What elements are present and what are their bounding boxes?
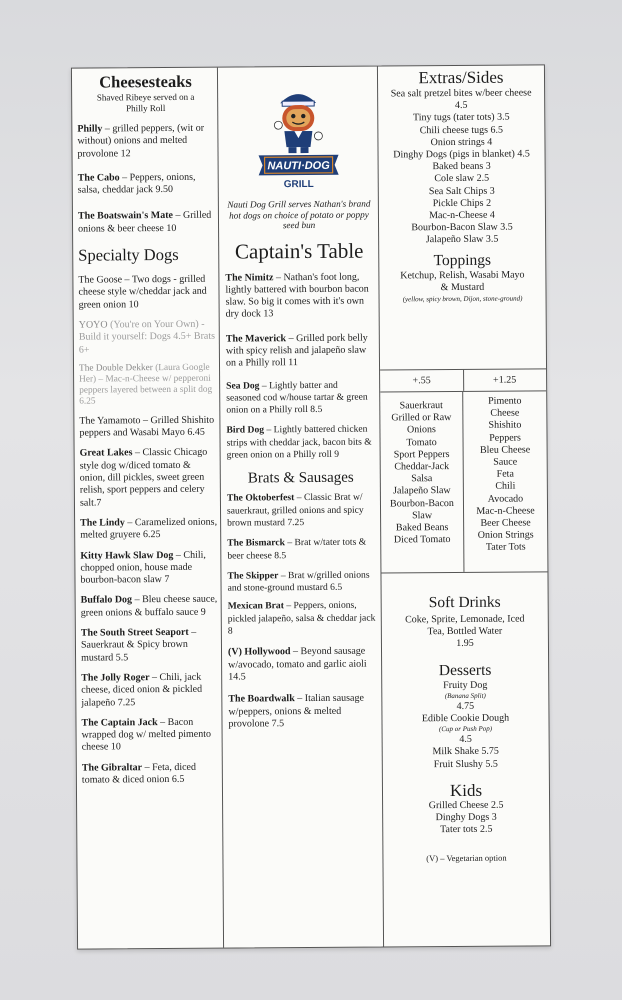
middle-column — [218, 67, 384, 948]
mustard-note: (yellow, spicy brown, Dijon, stone-ground) — [402, 294, 523, 304]
topping-item: Chili — [495, 480, 516, 493]
topping-item: Beer Cheese — [480, 517, 531, 529]
topping-item: Tomato — [406, 436, 437, 448]
menu-item: The Gibraltar – Feta, diced tomato & diced onion 6.5 — [81, 761, 197, 786]
nauti-dog-logo — [224, 81, 373, 194]
menu-item: The Jolly Roger – Chili, jack cheese, diced onion & pickled jalapeño 7.25 — [81, 671, 203, 709]
price-55: +.55 — [380, 370, 464, 392]
soft-drinks-line-1: Coke, Sprite, Lemonade, Iced — [405, 613, 525, 626]
topping-item: Sport Peppers — [393, 448, 450, 461]
toppings-title: Toppings — [433, 251, 492, 269]
svg-text:NAUTI·DOG: NAUTI·DOG — [267, 159, 330, 173]
extras-item: Baked beans 3 — [432, 160, 491, 173]
extras-list — [378, 87, 545, 247]
topping-item: Bourbon-Bacon — [389, 497, 454, 510]
extras-title: Extras/Sides — [418, 67, 504, 88]
menu-item: (V) Hollywood – Beyond sausage w/avocado, tomato and garlic aioli 14.5 — [227, 645, 367, 683]
extras-item: Sea Salt Chips 3 — [428, 185, 495, 197]
dessert-cookie: Edible Cookie Dough — [421, 712, 510, 725]
extras-item: Bourbon-Bacon Slaw 3.5 — [411, 221, 513, 234]
menu-item: The Captain Jack – Bacon wrapped dog w/ melted pimento cheese 10 — [81, 716, 212, 753]
menu-item: The Lindy – Caramelized onions, melted gruyere 6.25 — [80, 516, 218, 541]
topping-item: Avocado — [487, 493, 524, 505]
cheesesteaks-subtitle: Shaved Ribeye served on a Philly Roll — [96, 91, 195, 113]
extras-item: Chili cheese tugs 6.5 — [419, 124, 504, 136]
soft-drinks-line-2: Tea, Bottled Water — [427, 625, 503, 638]
extras-item: Jalapeño Slaw 3.5 — [425, 234, 499, 246]
dessert-fruity: Fruity Dog — [443, 679, 488, 691]
right-column — [378, 65, 550, 946]
menu-item: The Bismarck – Brat w/tater tots & beer cheese 8.5 — [227, 536, 367, 562]
drinks-desserts-kids — [381, 572, 550, 946]
menu-item: The Boardwalk – Italian sausage w/peppers, onions & melted provolone 7.5 — [228, 692, 364, 730]
topping-item: Baked Beans — [395, 522, 449, 534]
topping-item: Jalapeño Slaw — [393, 485, 451, 497]
cheesesteaks-title: Cheesesteaks — [99, 71, 192, 92]
menu-item: Bird Dog – Lightly battered chicken strips with cheddar jack, bacon bits & green onion on a Philly roll 9 — [226, 424, 372, 461]
specialty-dogs-title: Specialty Dogs — [78, 244, 179, 265]
toppings-grid — [380, 391, 547, 573]
menu-page — [71, 64, 551, 949]
soft-drinks-price: 1.95 — [456, 638, 474, 650]
kids-item: Tater tots 2.5 — [440, 823, 493, 836]
dessert-cookie-note: (Cup or Push Pop) — [438, 724, 493, 734]
topping-item: Slaw — [412, 509, 433, 522]
kids-title: Kids — [449, 780, 483, 800]
menu-item: The Goose – Two dogs - grilled cheese style w/cheddar jack and green onion 10 — [78, 273, 207, 311]
kids-item: Grilled Cheese 2.5 — [428, 799, 504, 812]
soft-drinks-title: Soft Drinks — [428, 593, 501, 612]
menu-item: Kitty Hawk Slaw Dog – Chili, chopped onion, house made bourbon-bacon slaw 7 — [80, 549, 206, 586]
vegetarian-note: (V) – Vegetarian option — [426, 853, 507, 864]
left-column — [72, 68, 224, 949]
topping-item: Onion Strings — [477, 529, 534, 542]
svg-text:GRILL: GRILL — [283, 178, 314, 191]
menu-item: Sea Dog – Lightly batter and seasoned cod w/house tartar & green onion on a Philly roll 8.5 — [226, 379, 368, 416]
toppings-line-2: & Mustard — [440, 281, 485, 293]
extras-item: Onion strings 4 — [430, 136, 493, 148]
extras-item: Tiny tugs (tater tots) 3.5 — [412, 112, 510, 124]
toppings-line-1: Ketchup, Relish, Wasabi Mayo — [400, 269, 525, 282]
dessert-slushy: Fruit Slushy 5.5 — [433, 758, 498, 770]
menu-item: Buffalo Dog – Bleu cheese sauce, green onions & buffalo sauce 9 — [80, 594, 218, 619]
menu-item: Great Lakes – Classic Chicago style dog w/diced tomato & onion, dill pickles, sweet green relish, sport peppers and celery salt.7 — [79, 447, 208, 509]
topping-item: Mac-n-Cheese — [476, 505, 535, 517]
menu-item: The South Street Seaport – Sauerkraut & Spicy brown mustard 5.5 — [80, 626, 197, 664]
desserts-title: Desserts — [438, 661, 492, 679]
extras-item: Sea salt pretzel bites w/beer cheese 4.5 — [390, 87, 532, 112]
dessert-fruity-note: (Banana Split) — [444, 691, 486, 700]
topping-item: Feta — [496, 468, 514, 480]
topping-item: Sauerkraut — [399, 400, 443, 412]
dessert-cookie-price: 4.5 — [459, 734, 472, 746]
menu-item: The Yamamoto – Grilled Shishito peppers and Wasabi Mayo 6.45 — [79, 414, 215, 439]
menu-item: The Skipper – Brat w/grilled onions and stone-ground mustard 6.5 — [227, 569, 370, 594]
topping-item: Peppers — [489, 432, 521, 444]
menu-item: The Cabo – Peppers, onions, salsa, cheddar jack 9.50 — [77, 171, 196, 196]
topping-item: Onions — [406, 424, 436, 436]
menu-item: Philly – grilled peppers, (wit or without) onions and melted provolone 12 — [77, 122, 205, 160]
captains-table-title: Captain's Table — [234, 238, 364, 264]
menu-item: The Nimitz – Nathan's foot long, lightly battered with bourbon bacon slaw. So big it comes with it's own dry dock 13 — [225, 271, 369, 320]
mascot-icon — [238, 81, 359, 194]
topping-item: Tater Tots — [485, 541, 526, 554]
topping-item: Bleu Cheese — [479, 444, 531, 456]
topping-item: Diced Tomato — [393, 534, 451, 546]
menu-item: The Double Dekker (Laura Google Her) – Mac-n-Cheese w/ pepperoni peppers layered between a split dog 6.25 — [78, 362, 213, 407]
topping-item: Pimento — [488, 395, 522, 407]
menu-item: The Boatswain's Mate – Grilled onions & beer cheese 10 — [77, 210, 212, 235]
topping-item: Salsa — [411, 473, 433, 485]
dessert-fruity-price: 4.75 — [456, 700, 475, 712]
menu-item: The Oktoberfest – Classic Brat w/ sauerkraut, grilled onions and spicy brown mustard 7.25 — [226, 491, 364, 529]
extras-item: Cole slaw 2.5 — [434, 173, 490, 185]
price-125: +1.25 — [493, 374, 517, 386]
kids-item: Dinghy Dogs 3 — [435, 811, 497, 824]
extras-item: Mac-n-Cheese 4 — [429, 209, 495, 222]
menu-item: Mexican Brat – Peppers, onions, pickled jalapeño, salsa & cheddar jack 8 — [227, 600, 376, 637]
kids-list — [383, 799, 549, 837]
menu-item: The Maverick – Grilled pork belly with spicy relish and jalapeño slaw on a Philly roll 11 — [225, 332, 368, 369]
toppings-55-list — [380, 392, 464, 573]
price-header — [380, 369, 546, 392]
topping-item: Sauce — [493, 456, 518, 468]
intro-text: Nauti Dog Grill serves Nathan's brand hot dogs on choice of potato or poppy seed bun — [227, 198, 371, 231]
topping-item: Cheddar-Jack — [394, 461, 450, 473]
topping-item: Cheese — [490, 407, 520, 419]
menu-item: YOYO (You're on Your Own) - Build it yourself: Dogs 4.5+ Brats 6+ — [78, 318, 216, 356]
brats-sausages-title: Brats & Sausages — [247, 470, 354, 487]
topping-item: Grilled or Raw — [391, 412, 452, 424]
topping-item: Shishito — [488, 419, 522, 432]
extras-item: Pickle Chips 2 — [432, 197, 492, 209]
extras-section — [378, 65, 546, 370]
toppings-125-list — [463, 391, 547, 572]
dessert-shake: Milk Shake 5.75 — [432, 746, 499, 758]
extras-item: Dinghy Dogs (pigs in blanket) 4.5 — [393, 148, 530, 161]
